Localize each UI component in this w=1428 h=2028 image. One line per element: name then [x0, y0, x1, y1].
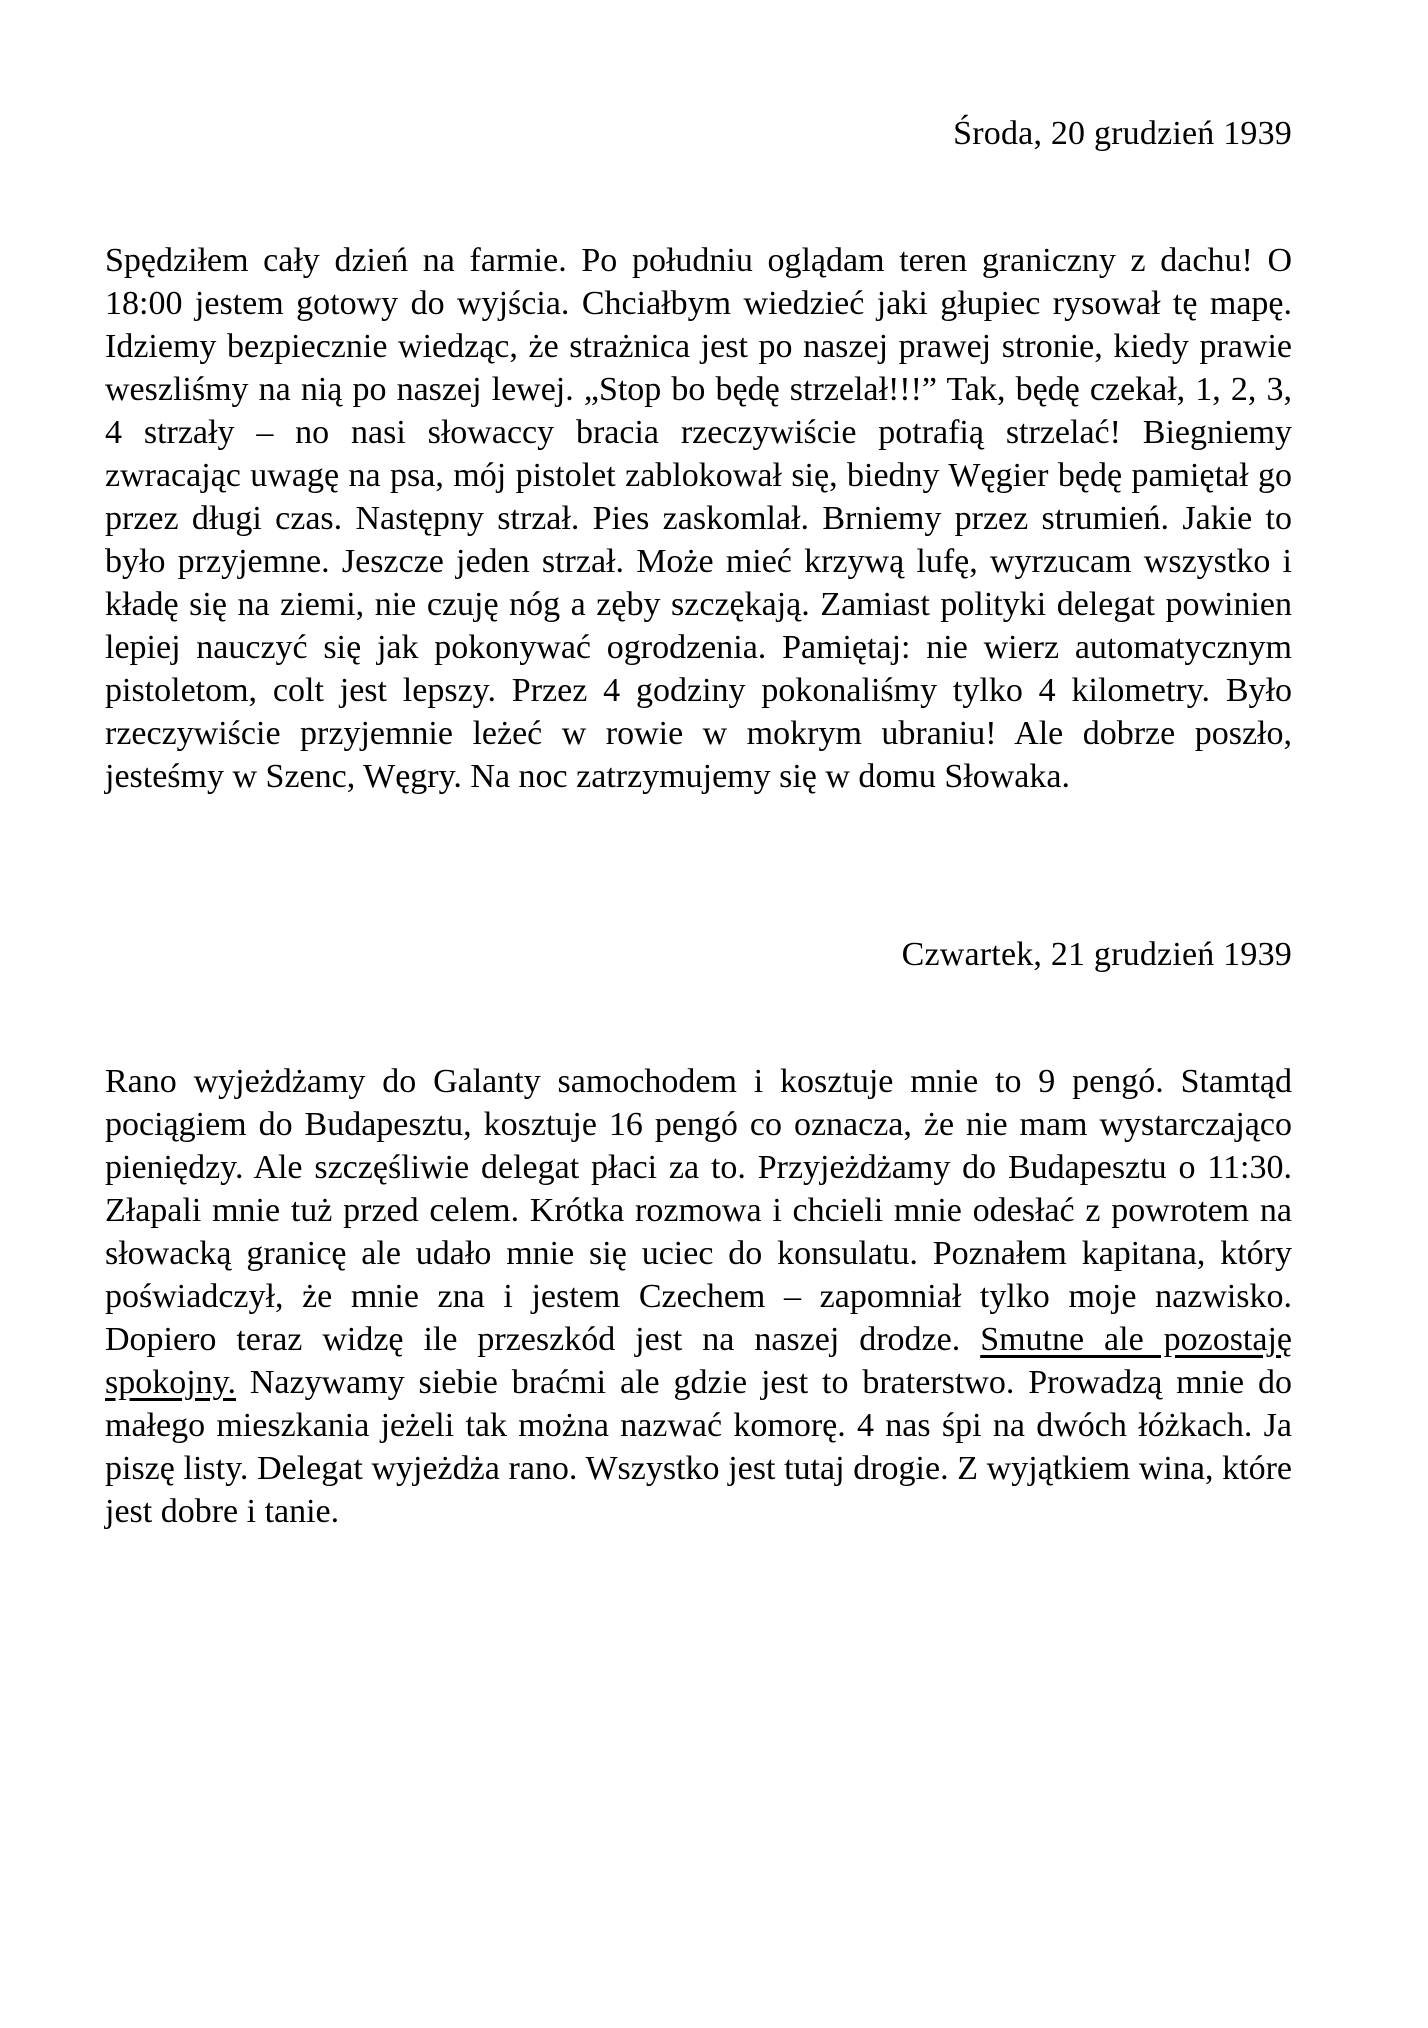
entry-body-text-before-underline: Rano wyjeżdżamy do Galanty samochodem i kosztuje mnie to 9 pengó. Stamtąd pociągiem do Budapesztu, kosztuje 16 pengó co oznacza, że nie mam wystarczająco pieniędzy. Ale szczęśliwie delegat płaci za to. Przyjeżdżamy do Budapesztu o 11:30. Złapali mnie tuż przed celem. Krótka rozmowa i chcieli mnie odesłać z powrotem na słowacką granicę ale udało mnie się uciec do konsulatu. Poznałem kapitana, który poświadczył, że mnie zna i jestem Czechem – zapomniał tylko moje nazwisko. Dopiero teraz widzę ile przeszkód jest na naszej drodze. — [105, 1063, 1292, 1358]
entry-date-heading: Środa, 20 grudzień 1939 — [953, 115, 1292, 152]
entry-body-paragraph — [105, 1060, 1292, 1533]
diary-entry-wednesday — [105, 112, 1292, 798]
underlined-sentence: Smutne ale pozostaję spokojny. — [105, 1321, 1293, 1401]
entry-body-text-after-underline: Nazywamy siebie braćmi ale gdzie jest to braterstwo. Prowadzą mnie do małego mieszkania jeżeli tak można nazwać komorę. 4 nas śpi na dwóch łóżkach. Ja piszę listy. Delegat wyjeżdża rano. Wszystko jest tutaj drogie. Z wyjątkiem wina, które jest dobre i tanie. — [105, 1364, 1293, 1530]
diary-entry-thursday — [105, 933, 1292, 1533]
entry-date-heading: Czwartek, 21 grudzień 1939 — [901, 936, 1292, 973]
entry-body-paragraph: Spędziłem cały dzień na farmie. Po południu oglądam teren graniczny z dachu! O 18:00 jestem gotowy do wyjścia. Chciałbym wiedzieć jaki głupiec rysował tę mapę. Idziemy bezpiecznie wiedząc, że strażnica jest po naszej prawej stronie, kiedy prawie weszliśmy na nią po naszej lewej. „Stop bo będę strzelał!!!” Tak, będę czekał, 1, 2, 3, 4 strzały – no nasi słowaccy bracia rzeczywiście potrafią strzelać! Biegniemy zwracając uwagę na psa, mój pistolet zablokował się, biedny Węgier będę pamiętał go przez długi czas. Następny strzał. Pies zaskomlał. Brniemy przez strumień. Jakie to było przyjemne. Jeszcze jeden strzał. Może mieć krzywą lufę, wyrzucam wszystko i kładę się na ziemi, nie czuję nóg a zęby szczękają. Zamiast polityki delegat powinien lepiej nauczyć się jak pokonywać ogrodzenia. Pamiętaj: nie wierz automatycznym pistoletom, colt jest lepszy. Przez 4 godziny pokonaliśmy tylko 4 kilometry. Było rzeczywiście przyjemnie leżeć w rowie w mokrym ubraniu! Ale dobrze poszło, jesteśmy w Szenc, Węgry. Na noc zatrzymujemy się w domu Słowaka. — [105, 242, 1292, 795]
